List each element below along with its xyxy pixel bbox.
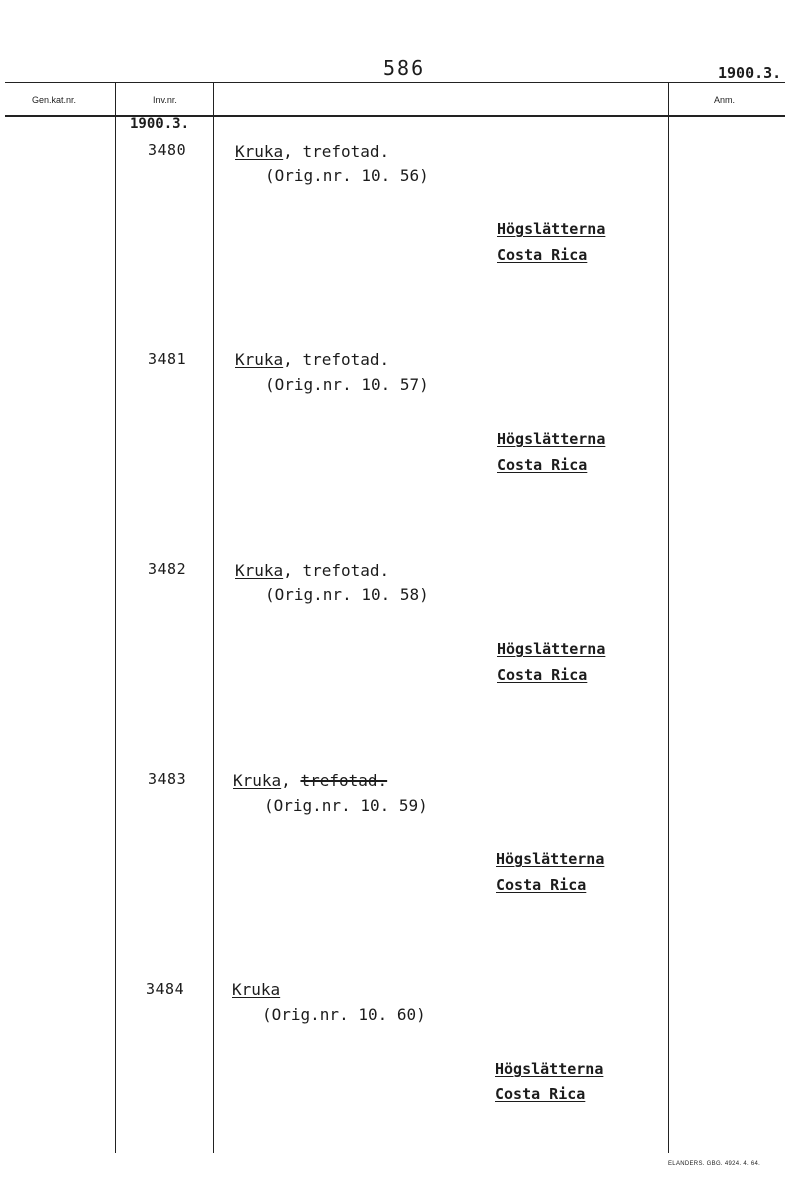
object-description: , trefotad. [283, 142, 390, 161]
inv-number: 3483 [148, 770, 187, 788]
location-name: Högslätterna [497, 640, 606, 658]
entry-title [233, 771, 387, 790]
country-name: Costa Rica [497, 456, 588, 474]
entry-title [235, 142, 389, 161]
column-rule-2 [213, 83, 214, 1153]
page-number: 586 [383, 56, 426, 80]
struck-description: trefotad. [300, 771, 388, 790]
orig-number: (Orig.nr. 10. 56) [265, 166, 429, 185]
object-name: Kruka [235, 142, 284, 161]
inv-number: 3482 [148, 560, 187, 578]
country-name: Costa Rica [497, 666, 588, 684]
object-name: Kruka [233, 771, 282, 790]
object-name: Kruka [235, 561, 284, 580]
printer-imprint: ELANDERS. GBG. 4924. 4. 64. [668, 1161, 761, 1167]
entry-title [235, 350, 389, 369]
object-name: Kruka [235, 350, 284, 369]
location-name: Högslätterna [497, 220, 606, 238]
group-year-label: 1900.3. [130, 116, 190, 132]
year-header: 1900.3. [718, 64, 782, 82]
country-name: Costa Rica [497, 246, 588, 264]
orig-number: (Orig.nr. 10. 57) [265, 375, 429, 394]
column-header-anm: Anm. [714, 95, 736, 105]
object-description: , trefotad. [283, 350, 390, 369]
object-name: Kruka [232, 980, 281, 999]
orig-number: (Orig.nr. 10. 59) [264, 796, 428, 815]
orig-number: (Orig.nr. 10. 58) [265, 585, 429, 604]
object-description: , trefotad. [283, 561, 390, 580]
inv-number: 3481 [148, 350, 187, 368]
column-rule-3 [668, 83, 669, 1153]
column-rule-1 [115, 83, 116, 1153]
inv-number: 3480 [148, 141, 187, 159]
location-name: Högslätterna [495, 1060, 604, 1078]
location-name: Högslätterna [497, 430, 606, 448]
entry-title [235, 561, 389, 580]
country-name: Costa Rica [496, 876, 587, 894]
inv-number: 3484 [146, 980, 185, 998]
column-header-inv-nr: Inv.nr. [153, 95, 177, 105]
orig-number: (Orig.nr. 10. 60) [262, 1005, 426, 1024]
entry-title [232, 980, 280, 999]
location-name: Högslätterna [496, 850, 605, 868]
column-header-gen-kat-nr: Gen.kat.nr. [32, 95, 77, 105]
object-description: , [281, 771, 291, 790]
country-name: Costa Rica [495, 1085, 586, 1103]
